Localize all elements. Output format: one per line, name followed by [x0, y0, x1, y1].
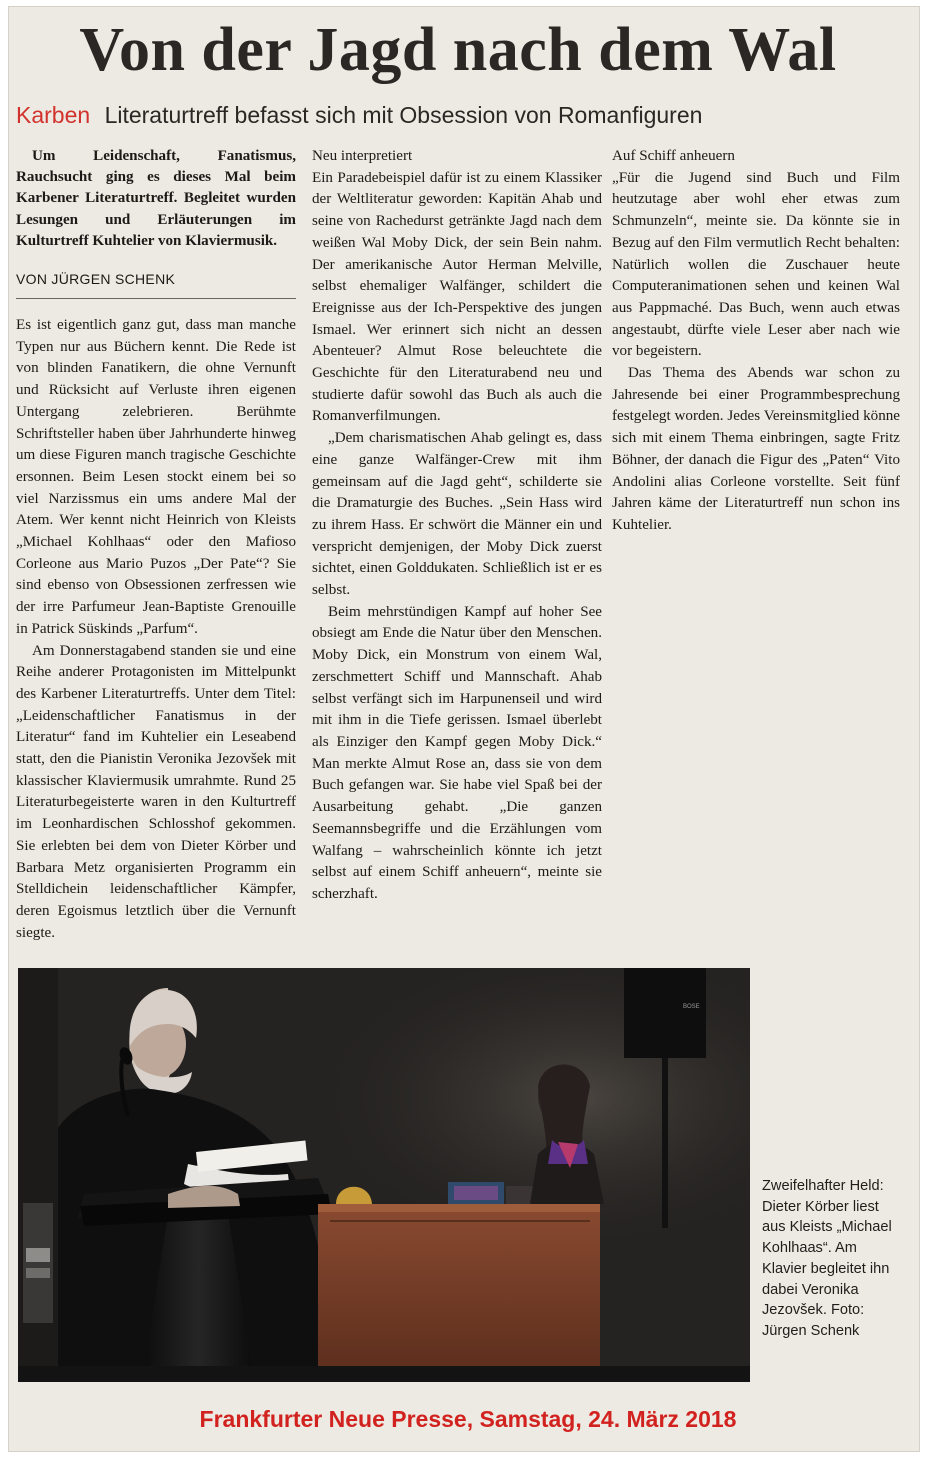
headline: Von der Jagd nach dem Wal — [79, 16, 837, 84]
column-2 — [312, 146, 602, 946]
photo-caption: Zweifelhafter Held: Dieter Körber liest aus Kleists „Michael Kohlhaas“. Am Klavier begleitet ihn dabei Veronika Jezovšek. Foto: Jürgen Schenk — [762, 1178, 892, 1339]
column-1 — [16, 146, 296, 946]
section-subhead: Neu interpretiert — [312, 148, 413, 164]
source-note: Frankfurter Neue Presse, Samstag, 24. März 2018 — [199, 1406, 737, 1432]
body-paragraph: Das Thema des Abends war schon zu Jahresende bei einer Programmbesprechung festgelegt worden. Jedes Vereinsmitglied könne sich mit einem Thema einbringen, sagte Fritz Böhner, der danach die Figur des „Paten“ Vito Andolini alias Corleone vorstellte. Seit fünf Jahren käme der Literaturtreff nun schon ins Kuhtelier. — [612, 365, 900, 533]
body-paragraph: Am Donnerstagabend standen sie und eine Reihe anderer Protagonisten im Mittelpunkt des Karbener Literaturtreffs. Unter dem Titel: „Leidenschaftlicher Fanatismus in der Literatur“ fand im Kuhtelier ein Leseabend statt, den die Pianistin Veronika Jezovšek mit klassischer Klaviermusik umrahmte. Rund 25 Literaturbegeisterte waren in den Kulturtreff im Leonhardischen Schlosshof gekommen. Sie erlebten bei dem von Dieter Körber und Barbara Metz organisierten Programm ein Stelldichein leidenschaftlicher Kämpfer, deren Egoismus letztlich über die Vernunft siegte. — [16, 642, 296, 941]
speaker-logo-text: BOSE — [683, 1004, 700, 1010]
body-paragraph: Es ist eigentlich ganz gut, dass man manche Typen nur aus Büchern kennt. Die Rede ist von blinden Fanatikern, die ohne Vernunft und Rücksicht auf Verluste ihren eigenen Untergang zelebrieren. Berühmte Schriftsteller haben über Jahrhunderte hinweg um diese Figuren manch tragische Geschichte ersonnen. Beim Lesen stockt einem bei so viel Narzissmus ein ums andere Mal der Atem. Wer kennt nicht Heinrich von Kleists „Michael Kohlhaas“ oder den Mafioso Corleone aus Mario Puzos „Der Pate“? Sie sind ebenso von Obsessionen zerfressen wie der irre Parfumeur Jean-Baptiste Grenouille in Patrick Süskinds „Parfum“. — [16, 317, 296, 637]
byline: VON JÜRGEN SCHENK — [16, 270, 296, 299]
body-paragraph: Ein Paradebeispiel dafür ist zu einem Klassiker der Weltliteratur geworden: Kapitän Ahab und seine von Rachedurst getränkte Jagd nach dem weißen Wal Moby Dick, der sein Bein nahm. Der amerikanische Autor Herman Melville, selbst ehemaliger Walfänger, schildert die Ereignisse aus der Ich-Perspektive des jungen Ismael. Wer erinnert sich nicht an dessen Abenteuer? Almut Rose beleuchtete die Geschichte für den Literaturabend neu und studierte dafür sowohl das Buch als auch die Romanverfilmungen. — [312, 169, 602, 425]
location-kicker: Karben — [16, 102, 91, 128]
deck-text: Literaturtreff befasst sich mit Obsession von Romanfiguren — [104, 102, 703, 128]
subheadline — [16, 100, 906, 130]
body-paragraph: „Dem charismatischen Ahab gelingt es, dass eine ganze Walfänger-Crew mit ihm gemeinsam auf die Jagd geht“, schilderte sie die Dramaturgie des Buches. „Sein Hass wird zu ihrem Hass. Er schwört die Männer ein und verspricht demjenigen, der Moby Dick zuerst sichtet, einen Golddukaten. Schließlich ist er es selbst. — [312, 430, 602, 599]
body-paragraph: Beim mehrstündigen Kampf auf hoher See obsiegt am Ende die Natur über den Menschen. Moby Dick, ein Monstrum von einem Wal, zerschmettert Schiff und Mannschaft. Ahab selbst verfängt sich im Harpunenseil und wird mit ihm in die Tiefe gerissen. Ismael überlebt als Einziger den Kampf gegen Moby Dick.“ Man merkte Almut Rose an, dass sie von dem Buch gefangen war. Sie habe viel Spaß bei der Ausarbeitung gehabt. „Die ganzen Seemannsbegriffe und die Erzählungen vom Walfang – wahrscheinlich könnte ich jetzt selbst auf einem Schiff anheuern“, meinte sie scherzhaft. — [312, 603, 602, 902]
piano — [318, 1204, 600, 1382]
speaker-box — [624, 968, 706, 1058]
body-paragraph: „Für die Jugend sind Buch und Film heutzutage aber wohl eher etwas zum Schmunzeln“, meinte sie. Da könnte sie in Bezug auf den Film vermutlich Recht behalten: Natürlich wollen die Zuschauer heute Computeranimationen sehen und keinen Wal aus Pappmaché. Das Buch, wenn auch etwas angestaubt, dürfte viele Leser aber nach wie vor begeistern. — [612, 169, 900, 360]
section-subhead: Auf Schiff anheuern — [612, 148, 735, 164]
column-3 — [612, 146, 900, 946]
reading-scene-illustration — [18, 968, 750, 1382]
lead-paragraph: Um Leidenschaft, Fanatismus, Rauchsucht ging es dieses Mal beim Karbener Literaturtreff. Begleitet wurden Lesungen und Erläuterungen im Kulturtreff Kuhtelier von Klaviermusik. — [16, 148, 296, 249]
event-photo — [18, 968, 750, 1382]
